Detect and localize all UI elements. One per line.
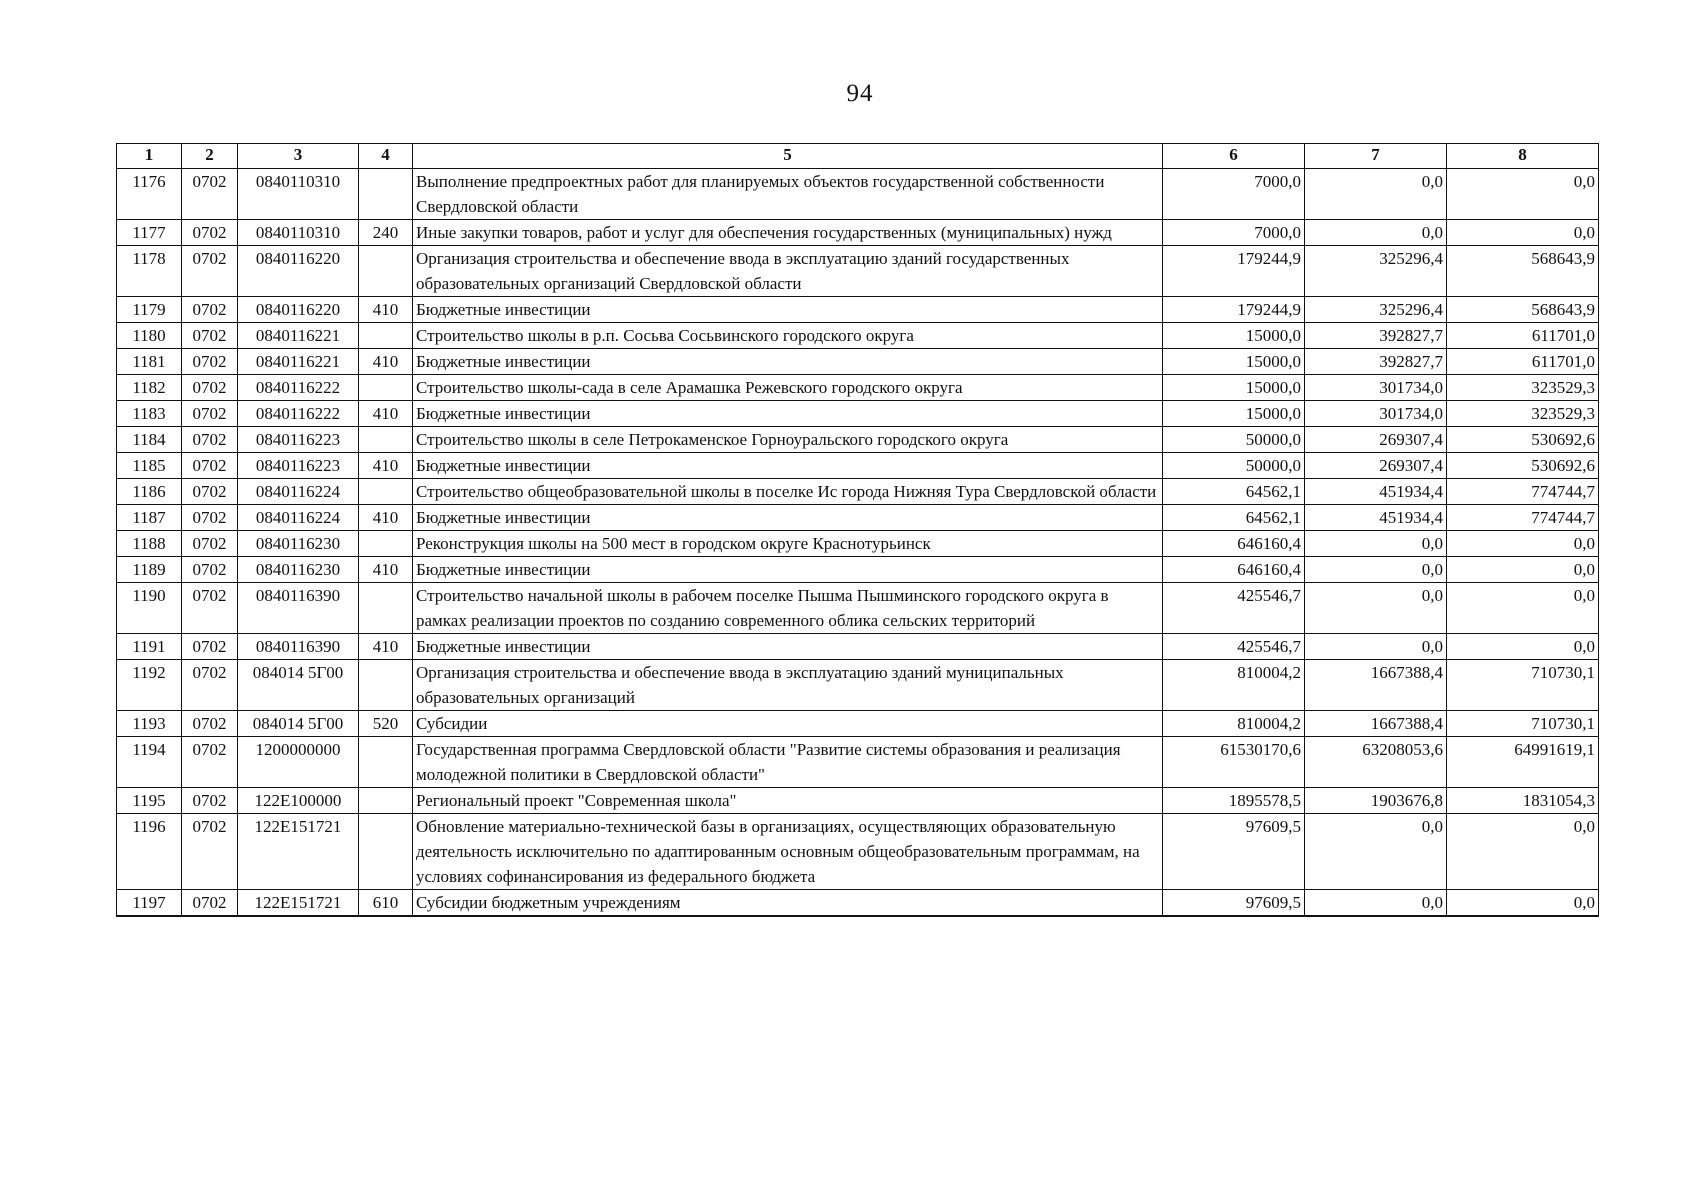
expense-type-cell: 610 xyxy=(359,890,413,917)
amount-col7-cell: 0,0 xyxy=(1305,531,1447,557)
target-code-cell: 0840116221 xyxy=(238,323,359,349)
section-code-cell: 0702 xyxy=(182,634,238,660)
section-code-cell: 0702 xyxy=(182,453,238,479)
section-code-cell: 0702 xyxy=(182,660,238,711)
row-number-cell: 1182 xyxy=(117,375,182,401)
item-name-cell: Бюджетные инвестиции xyxy=(413,297,1163,323)
section-code-cell: 0702 xyxy=(182,505,238,531)
expense-type-cell xyxy=(359,660,413,711)
amount-col6-cell: 425546,7 xyxy=(1163,634,1305,660)
target-code-cell: 0840116390 xyxy=(238,583,359,634)
target-code-cell: 122E151721 xyxy=(238,890,359,917)
row-number-cell: 1195 xyxy=(117,788,182,814)
expense-type-cell xyxy=(359,323,413,349)
row-number-cell: 1188 xyxy=(117,531,182,557)
expense-type-cell xyxy=(359,583,413,634)
amount-col7-cell: 0,0 xyxy=(1305,890,1447,917)
item-name-cell: Бюджетные инвестиции xyxy=(413,401,1163,427)
amount-col6-cell: 15000,0 xyxy=(1163,323,1305,349)
amount-col7-cell: 392827,7 xyxy=(1305,323,1447,349)
item-name-cell: Субсидии бюджетным учреждениям xyxy=(413,890,1163,917)
amount-col8-cell: 0,0 xyxy=(1447,557,1599,583)
expense-type-cell: 240 xyxy=(359,220,413,246)
target-code-cell: 0840116220 xyxy=(238,246,359,297)
section-code-cell: 0702 xyxy=(182,788,238,814)
expense-type-cell: 410 xyxy=(359,297,413,323)
item-name-cell: Бюджетные инвестиции xyxy=(413,349,1163,375)
amount-col6-cell: 7000,0 xyxy=(1163,220,1305,246)
amount-col6-cell: 15000,0 xyxy=(1163,349,1305,375)
amount-col8-cell: 0,0 xyxy=(1447,890,1599,917)
item-name-cell: Государственная программа Свердловской области "Развитие системы образования и реализация молодежной политики в Свердловской области" xyxy=(413,737,1163,788)
row-number-cell: 1197 xyxy=(117,890,182,917)
expense-type-cell: 410 xyxy=(359,634,413,660)
amount-col8-cell: 710730,1 xyxy=(1447,660,1599,711)
table-header-row xyxy=(117,144,1599,169)
item-name-cell: Обновление материально-технической базы в организациях, осуществляющих образовательную деятельность исключительно по адаптированным основным общеобразовательным программам, на условиях софинансирования из федерального бюджета xyxy=(413,814,1163,890)
amount-col7-cell: 301734,0 xyxy=(1305,401,1447,427)
table-row xyxy=(117,531,1599,557)
amount-col7-cell: 269307,4 xyxy=(1305,427,1447,453)
row-number-cell: 1186 xyxy=(117,479,182,505)
section-code-cell: 0702 xyxy=(182,711,238,737)
expense-type-cell: 410 xyxy=(359,401,413,427)
section-code-cell: 0702 xyxy=(182,375,238,401)
item-name-cell: Организация строительства и обеспечение ввода в эксплуатацию зданий муниципальных образовательных организаций xyxy=(413,660,1163,711)
table-row xyxy=(117,349,1599,375)
amount-col6-cell: 179244,9 xyxy=(1163,246,1305,297)
item-name-cell: Региональный проект "Современная школа" xyxy=(413,788,1163,814)
expense-type-cell xyxy=(359,246,413,297)
table-row xyxy=(117,323,1599,349)
table-row xyxy=(117,634,1599,660)
table-row xyxy=(117,737,1599,788)
expense-type-cell xyxy=(359,814,413,890)
item-name-cell: Иные закупки товаров, работ и услуг для обеспечения государственных (муниципальных) нужд xyxy=(413,220,1163,246)
amount-col8-cell: 774744,7 xyxy=(1447,505,1599,531)
column-header: 1 xyxy=(117,144,182,169)
amount-col7-cell: 0,0 xyxy=(1305,220,1447,246)
amount-col7-cell: 325296,4 xyxy=(1305,297,1447,323)
amount-col7-cell: 301734,0 xyxy=(1305,375,1447,401)
table-row xyxy=(117,375,1599,401)
amount-col8-cell: 774744,7 xyxy=(1447,479,1599,505)
amount-col8-cell: 64991619,1 xyxy=(1447,737,1599,788)
amount-col8-cell: 530692,6 xyxy=(1447,427,1599,453)
row-number-cell: 1179 xyxy=(117,297,182,323)
table-row xyxy=(117,401,1599,427)
row-number-cell: 1194 xyxy=(117,737,182,788)
amount-col8-cell: 611701,0 xyxy=(1447,349,1599,375)
amount-col8-cell: 710730,1 xyxy=(1447,711,1599,737)
target-code-cell: 0840110310 xyxy=(238,169,359,220)
row-number-cell: 1181 xyxy=(117,349,182,375)
section-code-cell: 0702 xyxy=(182,349,238,375)
row-number-cell: 1178 xyxy=(117,246,182,297)
expense-type-cell: 410 xyxy=(359,505,413,531)
table-row xyxy=(117,297,1599,323)
section-code-cell: 0702 xyxy=(182,323,238,349)
amount-col6-cell: 97609,5 xyxy=(1163,814,1305,890)
expense-type-cell: 410 xyxy=(359,349,413,375)
amount-col7-cell: 325296,4 xyxy=(1305,246,1447,297)
item-name-cell: Выполнение предпроектных работ для планируемых объектов государственной собственности Свердловской области xyxy=(413,169,1163,220)
target-code-cell: 0840116224 xyxy=(238,505,359,531)
item-name-cell: Бюджетные инвестиции xyxy=(413,634,1163,660)
item-name-cell: Строительство общеобразовательной школы в поселке Ис города Нижняя Тура Свердловской области xyxy=(413,479,1163,505)
amount-col7-cell: 1903676,8 xyxy=(1305,788,1447,814)
section-code-cell: 0702 xyxy=(182,246,238,297)
item-name-cell: Строительство школы-сада в селе Арамашка Режевского городского округа xyxy=(413,375,1163,401)
amount-col8-cell: 530692,6 xyxy=(1447,453,1599,479)
amount-col7-cell: 1667388,4 xyxy=(1305,660,1447,711)
amount-col6-cell: 646160,4 xyxy=(1163,531,1305,557)
amount-col8-cell: 0,0 xyxy=(1447,583,1599,634)
expense-type-cell xyxy=(359,737,413,788)
table-row xyxy=(117,246,1599,297)
amount-col6-cell: 179244,9 xyxy=(1163,297,1305,323)
row-number-cell: 1176 xyxy=(117,169,182,220)
table-row xyxy=(117,711,1599,737)
section-code-cell: 0702 xyxy=(182,583,238,634)
row-number-cell: 1185 xyxy=(117,453,182,479)
row-number-cell: 1196 xyxy=(117,814,182,890)
amount-col7-cell: 0,0 xyxy=(1305,169,1447,220)
target-code-cell: 0840116230 xyxy=(238,557,359,583)
amount-col8-cell: 1831054,3 xyxy=(1447,788,1599,814)
item-name-cell: Бюджетные инвестиции xyxy=(413,453,1163,479)
section-code-cell: 0702 xyxy=(182,220,238,246)
table-row xyxy=(117,583,1599,634)
amount-col6-cell: 64562,1 xyxy=(1163,479,1305,505)
target-code-cell: 0840116230 xyxy=(238,531,359,557)
table-row xyxy=(117,660,1599,711)
column-header: 8 xyxy=(1447,144,1599,169)
target-code-cell: 0840116220 xyxy=(238,297,359,323)
item-name-cell: Организация строительства и обеспечение ввода в эксплуатацию зданий государственных образовательных организаций Свердловской области xyxy=(413,246,1163,297)
target-code-cell: 0840116221 xyxy=(238,349,359,375)
table-row xyxy=(117,220,1599,246)
column-header: 7 xyxy=(1305,144,1447,169)
section-code-cell: 0702 xyxy=(182,401,238,427)
table-row xyxy=(117,814,1599,890)
target-code-cell: 084014 5Г00 xyxy=(238,711,359,737)
table-row xyxy=(117,427,1599,453)
budget-table xyxy=(116,143,1599,917)
row-number-cell: 1193 xyxy=(117,711,182,737)
expense-type-cell: 520 xyxy=(359,711,413,737)
amount-col7-cell: 451934,4 xyxy=(1305,505,1447,531)
table-body xyxy=(117,169,1599,917)
amount-col8-cell: 568643,9 xyxy=(1447,246,1599,297)
expense-type-cell xyxy=(359,169,413,220)
item-name-cell: Бюджетные инвестиции xyxy=(413,505,1163,531)
column-header: 2 xyxy=(182,144,238,169)
amount-col7-cell: 451934,4 xyxy=(1305,479,1447,505)
table-row xyxy=(117,479,1599,505)
column-header: 3 xyxy=(238,144,359,169)
amount-col7-cell: 0,0 xyxy=(1305,557,1447,583)
section-code-cell: 0702 xyxy=(182,427,238,453)
amount-col7-cell: 392827,7 xyxy=(1305,349,1447,375)
item-name-cell: Бюджетные инвестиции xyxy=(413,557,1163,583)
target-code-cell: 0840116224 xyxy=(238,479,359,505)
section-code-cell: 0702 xyxy=(182,557,238,583)
expense-type-cell: 410 xyxy=(359,453,413,479)
amount-col8-cell: 0,0 xyxy=(1447,634,1599,660)
amount-col8-cell: 0,0 xyxy=(1447,220,1599,246)
amount-col6-cell: 646160,4 xyxy=(1163,557,1305,583)
item-name-cell: Строительство начальной школы в рабочем поселке Пышма Пышминского городского округа в рамках реализации проектов по созданию современного облика сельских территорий xyxy=(413,583,1163,634)
column-header: 6 xyxy=(1163,144,1305,169)
amount-col6-cell: 61530170,6 xyxy=(1163,737,1305,788)
column-header: 5 xyxy=(413,144,1163,169)
table-row xyxy=(117,788,1599,814)
amount-col6-cell: 1895578,5 xyxy=(1163,788,1305,814)
row-number-cell: 1190 xyxy=(117,583,182,634)
amount-col8-cell: 323529,3 xyxy=(1447,401,1599,427)
target-code-cell: 0840116222 xyxy=(238,375,359,401)
expense-type-cell: 410 xyxy=(359,557,413,583)
amount-col7-cell: 269307,4 xyxy=(1305,453,1447,479)
target-code-cell: 122E100000 xyxy=(238,788,359,814)
row-number-cell: 1183 xyxy=(117,401,182,427)
section-code-cell: 0702 xyxy=(182,479,238,505)
item-name-cell: Строительство школы в р.п. Сосьва Сосьвинского городского округа xyxy=(413,323,1163,349)
amount-col7-cell: 0,0 xyxy=(1305,634,1447,660)
amount-col6-cell: 50000,0 xyxy=(1163,427,1305,453)
amount-col8-cell: 0,0 xyxy=(1447,531,1599,557)
expense-type-cell xyxy=(359,375,413,401)
target-code-cell: 0840110310 xyxy=(238,220,359,246)
expense-type-cell xyxy=(359,479,413,505)
amount-col7-cell: 0,0 xyxy=(1305,583,1447,634)
item-name-cell: Субсидии xyxy=(413,711,1163,737)
amount-col7-cell: 0,0 xyxy=(1305,814,1447,890)
target-code-cell: 0840116390 xyxy=(238,634,359,660)
section-code-cell: 0702 xyxy=(182,297,238,323)
amount-col6-cell: 425546,7 xyxy=(1163,583,1305,634)
amount-col6-cell: 50000,0 xyxy=(1163,453,1305,479)
table-row xyxy=(117,505,1599,531)
target-code-cell: 122E151721 xyxy=(238,814,359,890)
expense-type-cell xyxy=(359,788,413,814)
item-name-cell: Реконструкция школы на 500 мест в городском округе Краснотурьинск xyxy=(413,531,1163,557)
amount-col6-cell: 15000,0 xyxy=(1163,375,1305,401)
item-name-cell: Строительство школы в селе Петрокаменское Горноуральского городского округа xyxy=(413,427,1163,453)
table-row xyxy=(117,557,1599,583)
amount-col8-cell: 323529,3 xyxy=(1447,375,1599,401)
section-code-cell: 0702 xyxy=(182,737,238,788)
row-number-cell: 1191 xyxy=(117,634,182,660)
target-code-cell: 084014 5Г00 xyxy=(238,660,359,711)
target-code-cell: 0840116223 xyxy=(238,453,359,479)
amount-col8-cell: 568643,9 xyxy=(1447,297,1599,323)
table-row xyxy=(117,169,1599,220)
amount-col7-cell: 63208053,6 xyxy=(1305,737,1447,788)
section-code-cell: 0702 xyxy=(182,890,238,917)
expense-type-cell xyxy=(359,427,413,453)
target-code-cell: 0840116223 xyxy=(238,427,359,453)
amount-col6-cell: 15000,0 xyxy=(1163,401,1305,427)
amount-col6-cell: 7000,0 xyxy=(1163,169,1305,220)
row-number-cell: 1192 xyxy=(117,660,182,711)
amount-col7-cell: 1667388,4 xyxy=(1305,711,1447,737)
expense-type-cell xyxy=(359,531,413,557)
amount-col6-cell: 97609,5 xyxy=(1163,890,1305,917)
target-code-cell: 0840116222 xyxy=(238,401,359,427)
table-row xyxy=(117,890,1599,917)
amount-col8-cell: 611701,0 xyxy=(1447,323,1599,349)
amount-col6-cell: 64562,1 xyxy=(1163,505,1305,531)
table-row xyxy=(117,453,1599,479)
column-header: 4 xyxy=(359,144,413,169)
row-number-cell: 1180 xyxy=(117,323,182,349)
row-number-cell: 1189 xyxy=(117,557,182,583)
amount-col8-cell: 0,0 xyxy=(1447,814,1599,890)
target-code-cell: 1200000000 xyxy=(238,737,359,788)
amount-col6-cell: 810004,2 xyxy=(1163,711,1305,737)
row-number-cell: 1177 xyxy=(117,220,182,246)
section-code-cell: 0702 xyxy=(182,531,238,557)
section-code-cell: 0702 xyxy=(182,169,238,220)
section-code-cell: 0702 xyxy=(182,814,238,890)
row-number-cell: 1187 xyxy=(117,505,182,531)
page-number: 94 xyxy=(846,80,874,107)
amount-col8-cell: 0,0 xyxy=(1447,169,1599,220)
amount-col6-cell: 810004,2 xyxy=(1163,660,1305,711)
row-number-cell: 1184 xyxy=(117,427,182,453)
